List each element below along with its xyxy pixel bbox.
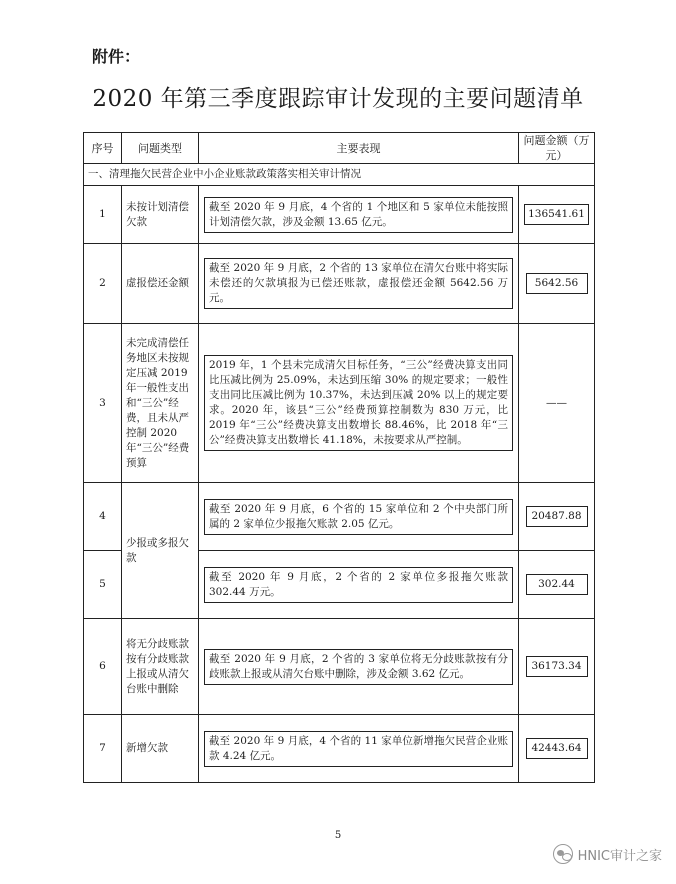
row-desc-text: 2019 年，1 个县未完成清欠目标任务，“三公”经费决算支出同比压减比例为 25.09%，未达到压缩 30% 的规定要求；一般性支出同比压减比例为 10.37%，未达到压减 20% 以上的规定要求。2020 年，该县“三公”经费预算控制数为 830 万元，比 2019 年“三公”经费决算支出数增长 88.46%，比 2018 年“三公”经费决算支出数增长 41.18%，未按要求从严控制。 <box>204 355 513 451</box>
row-desc <box>199 324 519 483</box>
row-desc <box>199 619 519 715</box>
row-amount-text: 42443.64 <box>526 738 588 759</box>
row-desc-text: 截至 2020 年 9 月底，2 个省的 2 家单位多报拖欠账款 302.44 万元。 <box>204 567 513 603</box>
row-type: 未完成清偿任务地区未按规定压减 2019 年一般性支出和“三公”经费，且未从严控制 2020 年“三公”经费预算 <box>122 324 199 483</box>
section-row <box>84 164 595 186</box>
header-type: 问题类型 <box>122 133 199 164</box>
row-amount <box>519 715 595 783</box>
row-type: 未按计划清偿欠款 <box>122 186 199 244</box>
row-type: 新增欠款 <box>122 715 199 783</box>
row-no: 4 <box>84 483 122 551</box>
table-row <box>84 244 595 324</box>
table-row <box>84 619 595 715</box>
row-amount-text: 136541.61 <box>524 204 589 225</box>
row-desc <box>199 186 519 244</box>
row-no: 2 <box>84 244 122 324</box>
watermark <box>553 844 662 864</box>
section-title: 一、清理拖欠民营企业中小企业账款政策落实相关审计情况 <box>84 164 595 186</box>
page-number: 5 <box>334 830 342 841</box>
row-desc-text: 截至 2020 年 9 月底，6 个省的 15 家单位和 2 个中央部门所属的 2 家单位少报拖欠账款 2.05 亿元。 <box>204 499 513 535</box>
header-no: 序号 <box>84 133 122 164</box>
row-amount <box>519 619 595 715</box>
row-type: 虚报偿还金额 <box>122 244 199 324</box>
attachment-label: 附件： <box>92 47 141 66</box>
row-desc-text: 截至 2020 年 9 月底，2 个省的 13 家单位在清欠台账中将实际未偿还的欠款填报为已偿还账款，虚报偿还金额 5642.56 万元。 <box>204 258 513 309</box>
page-title: 2020 年第三季度跟踪审计发现的主要问题清单 <box>92 86 584 112</box>
watermark-text: HNIC审计之家 <box>577 848 662 864</box>
table-header-row <box>84 133 595 164</box>
row-amount-text: 20487.88 <box>526 506 588 527</box>
row-amount <box>519 483 595 551</box>
row-desc <box>199 715 519 783</box>
row-amount: —— <box>519 324 595 483</box>
row-amount <box>519 551 595 619</box>
row-no: 1 <box>84 186 122 244</box>
row-desc <box>199 551 519 619</box>
row-amount <box>519 186 595 244</box>
row-no: 3 <box>84 324 122 483</box>
row-amount <box>519 244 595 324</box>
row-amount-text: 36173.34 <box>526 656 588 677</box>
table-row <box>84 715 595 783</box>
row-amount-text: 5642.56 <box>526 273 588 294</box>
row-desc <box>199 244 519 324</box>
wechat-icon <box>553 844 573 864</box>
header-desc: 主要表现 <box>199 133 519 164</box>
row-desc <box>199 483 519 551</box>
row-desc-text: 截至 2020 年 9 月底，4 个省的 11 家单位新增拖欠民营企业账款 4.24 亿元。 <box>204 731 513 767</box>
row-type: 将无分歧账款按有分歧账款上报或从清欠台账中删除 <box>122 619 199 715</box>
row-no: 5 <box>84 551 122 619</box>
table-row <box>84 186 595 244</box>
table-row <box>84 324 595 483</box>
issues-table <box>83 132 595 783</box>
header-amount: 问题金额（万元） <box>519 133 595 164</box>
table-row <box>84 483 595 551</box>
row-desc-text: 截至 2020 年 9 月底，4 个省的 1 个地区和 5 家单位未能按照计划清偿欠款，涉及金额 13.65 亿元。 <box>204 197 513 233</box>
row-no: 7 <box>84 715 122 783</box>
row-type-merged: 少报或多报欠款 <box>122 483 199 619</box>
row-amount-text: 302.44 <box>526 574 588 595</box>
row-desc-text: 截至 2020 年 9 月底，2 个省的 3 家单位将无分歧账款按有分歧账款上报或从清欠台账中删除，涉及金额 3.62 亿元。 <box>204 649 513 685</box>
row-no: 6 <box>84 619 122 715</box>
